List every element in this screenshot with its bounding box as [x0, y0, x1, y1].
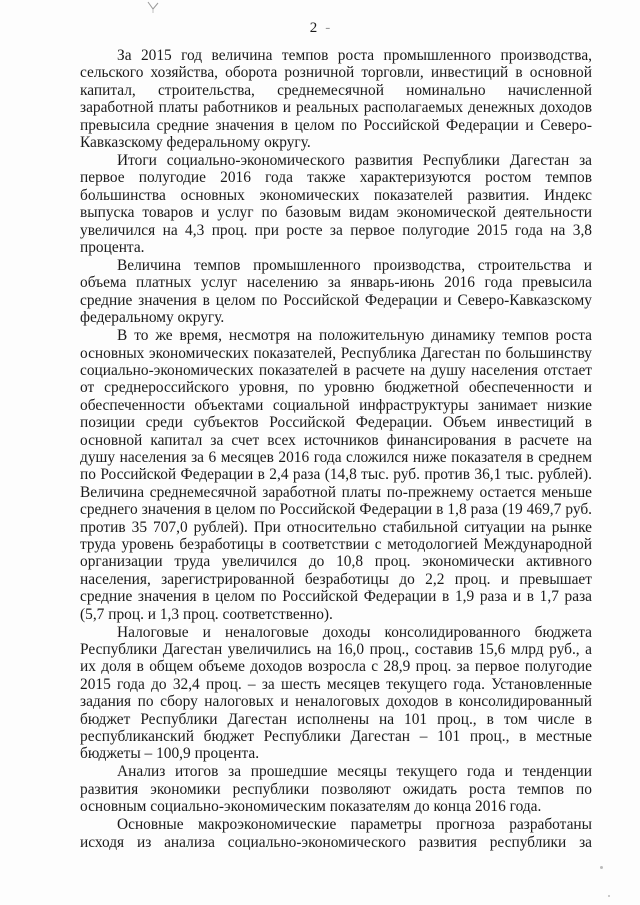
paragraph-per-capita-indicators: В то же время, несмотря на положительную динамику темпов роста основных экономических показателей, Республика Дагестан по большинству социально-экономических показателей в расчете на душу населения отстает от среднероссийского уровня, по уровню бюджетной обеспеченности и обеспеченности объектами социальной инфраструктуры занимает низкие позиции среди субъектов Российской Федерации. Объем инвестиций в основной капитал за счет всех источников финансирования в расчете на душу населения за 6 месяцев 2016 года сложился ниже показателя в среднем по Российской Федерации в 2,4 раза (14,8 тыс. руб. против 36,1 тыс. рублей). Величина среднемесячной заработной платы по-прежнему остается меньше среднего значения в целом по Российской Федерации в 1,8 раза (19 469,7 руб. против 35 707,0 рублей). При относительно стабильной ситуации на рынке труда уровень безработицы в соответствии с методологией Международной организации труда увеличился до 10,8 проц. экономически активного населения, зарегистрированной безработицы до 2,2 проц. и превышает средние значения в целом по Российской Федерации в 1,9 раза и в 1,7 раза (5,7 проц. и 1,3 проц. соответственно).	[80, 327, 592, 623]
scan-artifact-mark	[146, 0, 160, 14]
page-number-value: 2	[309, 20, 318, 36]
scan-speck	[608, 895, 610, 897]
page-number-mark: -	[325, 20, 331, 36]
paragraph-outlook: Анализ итогов за прошедшие месяцы текущего года и тенденции развития экономики республики позволяют ожидать роста темпов по основным социально-экономическим показателям до конца 2016 года.	[80, 763, 592, 816]
paragraph-industrial-growth: Величина темпов промышленного производства, строительства и объема платных услуг населению за январь-июнь 2016 года превысила средние значения в целом по Российской Федерации и Северо-Кавказскому федеральному округу.	[80, 256, 592, 327]
page-number	[0, 20, 640, 37]
paragraph-forecast-parameters: Основные макроэкономические параметры прогноза разработаны исходя из анализа социально-экономического развития республики за	[80, 816, 592, 851]
scan-speck	[600, 866, 603, 869]
document-body	[80, 47, 592, 852]
paragraph-2015-growth: За 2015 год величина темпов роста промышленного производства, сельского хозяйства, оборота розничной торговли, инвестиций в основной капитал, строительства, среднемесячной номинально начисленной заработной платы работников и реальных располагаемых денежных доходов превысила средние значения в целом по Российской Федерации и Северо-Кавказскому федеральному округу.	[80, 47, 592, 152]
paragraph-budget-revenues: Налоговые и неналоговые доходы консолидированного бюджета Республики Дагестан увеличились на 16,0 проц., составив 15,6 млрд руб., а их доля в общем объеме доходов возросла с 28,9 проц. за первое полугодие 2015 года до 32,4 проц. – за шесть месяцев текущего года. Установленные задания по сбору налоговых и неналоговых доходов в консолидированный бюджет Республики Дагестан исполнены на 101 проц., в том числе в республиканский бюджет Республики Дагестан – 101 проц., в местные бюджеты – 100,9 процента.	[80, 623, 592, 763]
paragraph-first-half-2016-results: Итоги социально-экономического развития Республики Дагестан за первое полугодие 2016 года также характеризуются ростом темпов большинства основных экономических показателей развития. Индекс выпуска товаров и услуг по базовым видам экономической деятельности увеличился на 4,3 проц. при росте за первое полугодие 2015 года на 3,8 процента.	[80, 151, 592, 257]
